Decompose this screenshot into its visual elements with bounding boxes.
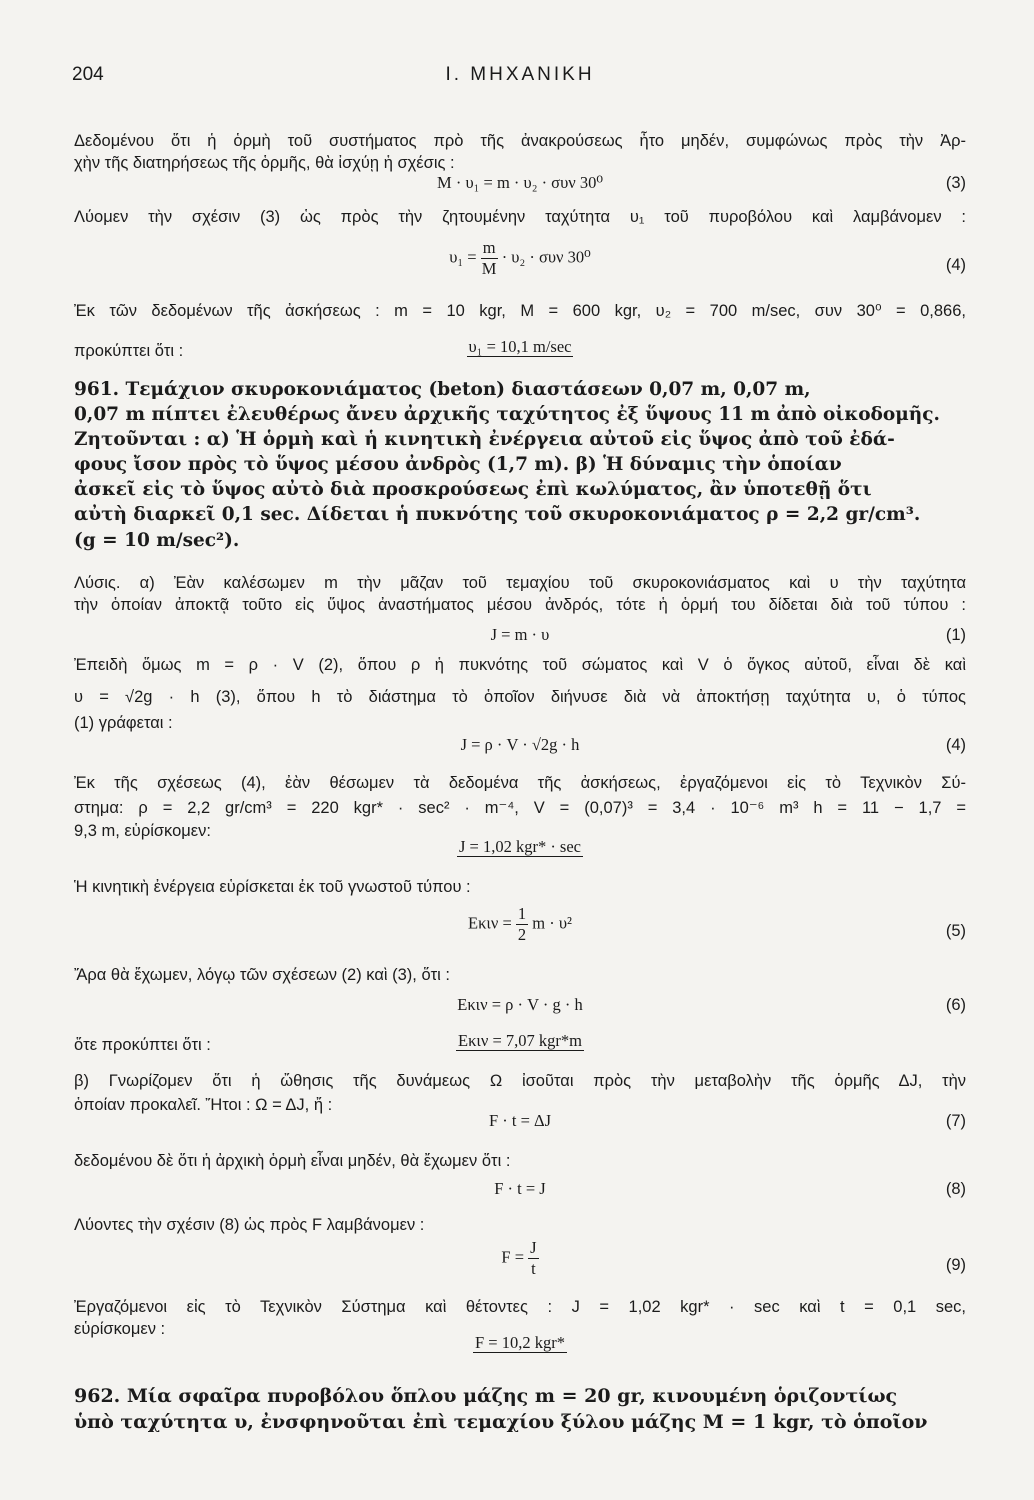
problem-961-line7: (g = 10 m/sec²). bbox=[74, 530, 240, 551]
solution-mass-line1: Ἐπειδὴ ὅμως m = ρ · V (2), ὅπου ρ ἡ πυκνότης τοῦ σώματος καὶ V ὁ ὄγκος αὐτοῦ, εἶναι δὲ καὶ bbox=[74, 656, 966, 674]
result-force-text: F = 10,2 kgr* bbox=[475, 1333, 565, 1352]
problem-961-line4: φους ἴσον πρὸς τὸ ὕψος μέσου ἀνδρὸς (1,7 m). β) Ἡ δύναμις τὴν ὁποίαν bbox=[74, 454, 842, 475]
solution-intro-line1: Λύσις. α) Ἐὰν καλέσωμεν m τὴν μᾶζαν τοῦ τεμαχίου τοῦ σκυροκονιάσματος καὶ υ τὴν ταχύτητα bbox=[74, 574, 966, 592]
solution-solve-8: Λύοντες τὴν σχέσιν (8) ὡς πρὸς F λαμβάνομεν : bbox=[74, 1216, 425, 1234]
chapter-title: Ι. ΜΗΧΑΝΙΚΗ bbox=[445, 64, 595, 85]
problem-961-line1: 961. Τεμάχιον σκυροκονιάματος (beton) διαστάσεων 0,07 m, 0,07 m, bbox=[74, 379, 811, 400]
paragraph-given-data: Ἐκ τῶν δεδομένων τῆς ἀσκήσεως : m = 10 kgr, M = 600 kgr, υ₂ = 700 m/sec, συν 30⁰ = 0,866, bbox=[74, 302, 966, 320]
equation-5-numerator: 1 bbox=[517, 904, 527, 923]
equation-3-number: (3) bbox=[945, 174, 966, 192]
problem-962-line1: 962. Μία σφαῖρα πυροβόλου ὅπλου μάζης m = 20 gr, κινουμένη ὁριζοντίως bbox=[74, 1385, 898, 1407]
equation-8-body: F · t = J bbox=[494, 1179, 546, 1198]
solution-technical-system-line1: Ἐργαζόμενοι εἰς τὸ Τεχνικὸν Σύστημα καὶ θέτοντες : J = 1,02 kgr* · sec καὶ t = 0,1 sec, bbox=[74, 1298, 966, 1316]
result-velocity bbox=[74, 334, 966, 360]
solution-intro-line2: τὴν ὁποίαν ἀποκτᾷ τοῦτο εἰς ὕψος ἀναστήματος μέσου ἀνδρός, τότε ἡ ὁρμή του δίδεται διὰ τοῦ τύπου : bbox=[74, 596, 966, 614]
equation-9-fraction bbox=[528, 1238, 538, 1279]
equation-7-number: (7) bbox=[945, 1112, 966, 1130]
equation-6 bbox=[74, 992, 966, 1018]
result-force bbox=[74, 1330, 966, 1356]
equation-4-left: υ₁ = bbox=[449, 247, 477, 267]
equation-4b-body: J = ρ · V · √2g · h bbox=[460, 735, 580, 754]
equation-9 bbox=[74, 1238, 966, 1294]
equation-4-denominator: M bbox=[481, 259, 497, 278]
equation-6-number: (6) bbox=[945, 996, 966, 1014]
equation-6-body: Eκιν = ρ · V · g · h bbox=[457, 995, 583, 1014]
equation-9-number: (9) bbox=[945, 1256, 966, 1274]
equation-8 bbox=[74, 1176, 966, 1202]
paragraph-solve-3: Λύομεν τὴν σχέσιν (3) ὡς πρὸς τὴν ζητουμένην ταχύτητα υ₁ τοῦ πυροβόλου καὶ λαμβάνομεν : bbox=[74, 208, 966, 226]
page-header bbox=[72, 64, 968, 92]
solution-mass-line2: υ = √2g · h (3), ὅπου h τὸ διάστημα τὸ ὁποῖον διήνυσε διὰ νὰ ἀποκτήσῃ ταχύτητα υ, ὁ τύπος bbox=[74, 688, 966, 706]
solution-initial-momentum: δεδομένου δὲ ὅτι ἡ ἀρχικὴ ὁρμὴ εἶναι μηδέν, θὰ ἔχωμεν ὅτι : bbox=[74, 1152, 511, 1170]
problem-961-line6: αὐτὴ διαρκεῖ 0,1 sec. Δίδεται ἡ πυκνότης τοῦ σκυροκονιάματος ρ = 2,2 gr/cm³. bbox=[74, 504, 921, 525]
equation-5-fraction bbox=[516, 904, 528, 945]
equation-9-denominator: t bbox=[531, 1259, 536, 1278]
equation-4-right: · υ₂ · συν 30⁰ bbox=[501, 247, 591, 267]
equation-5-number: (5) bbox=[945, 922, 966, 940]
equation-4b bbox=[74, 732, 966, 758]
result-momentum-text: J = 1,02 kgr* · sec bbox=[458, 837, 582, 856]
equation-3 bbox=[74, 170, 966, 196]
equation-4b-number: (4) bbox=[945, 736, 966, 754]
problem-962-line2: ὑπὸ ταχύτητα υ, ἐνσφηνοῦται ἐπὶ τεμαχίου ξύλου μάζης M = 1 kgr, τὸ ὁποῖον bbox=[74, 1411, 928, 1433]
paragraph-momentum-zero-line2: χὴν τῆς διατηρήσεως τῆς ὁρμῆς, θὰ ἰσχύῃ ἡ σχέσις : bbox=[74, 154, 455, 172]
paragraph-momentum-zero-line1: Δεδομένου ὅτι ἡ ὁρμὴ τοῦ συστήματος πρὸ τῆς ἀνακρούσεως ἦτο μηδέν, συμφώνως πρὸς τὴν Ἀρ- bbox=[74, 132, 966, 150]
solution-impulse-line2: ὁποίαν προκαλεῖ. Ἤτοι : Ω = ΔJ, ἤ : bbox=[74, 1096, 333, 1114]
solution-technical-system-line2: εὑρίσκομεν : bbox=[74, 1320, 166, 1338]
solution-impulse-line1: β) Γνωρίζομεν ὅτι ἡ ὤθησις τῆς δυνάμεως Ω ἰσοῦται πρὸς τὴν μεταβολὴν τῆς ὁρμῆς ΔJ, τὴν bbox=[74, 1072, 966, 1090]
solution-substitute-line1: Ἐκ τῆς σχέσεως (4), ἐὰν θέσωμεν τὰ δεδομένα τῆς ἀσκήσεως, ἐργαζόμενοι εἰς τὸ Τεχνικὸν Σύ- bbox=[74, 774, 966, 792]
equation-9-numerator: J bbox=[530, 1238, 537, 1257]
equation-7 bbox=[74, 1108, 966, 1134]
problem-961-line5: ἀσκεῖ εἰς τὸ ὕψος αὐτὸ διὰ προσκρούσεως ἐπὶ κωλύματος, ἂν ὑποτεθῇ ὅτι bbox=[74, 479, 872, 500]
equation-5-left: Eκιν = bbox=[468, 913, 512, 933]
equation-1 bbox=[74, 622, 966, 648]
problem-961-line2: 0,07 m πίπτει ἐλευθέρως ἄνευ ἀρχικῆς ταχύτητος ἐξ ὕψους 11 m ἀπὸ οἰκοδομῆς. bbox=[74, 404, 940, 425]
equation-5-denominator: 2 bbox=[517, 925, 527, 944]
result-velocity-text: υ₁ = 10,1 m/sec bbox=[468, 337, 572, 356]
result-momentum bbox=[74, 834, 966, 860]
solution-substitute-line2: στημα: ρ = 2,2 gr/cm³ = 220 kgr* · sec² · m⁻⁴, V = (0,07)³ = 3,4 · 10⁻⁶ m³ h = 11 − 1,7 = bbox=[74, 799, 966, 817]
solution-substitute-line3: 9,3 m, εὑρίσκομεν: bbox=[74, 822, 211, 840]
equation-4-number: (4) bbox=[945, 256, 966, 274]
paragraph-results-intro: προκύπτει ὅτι : bbox=[74, 342, 184, 360]
equation-1-body: J = m · υ bbox=[490, 625, 550, 644]
solution-mass-line3: (1) γράφεται : bbox=[74, 714, 173, 732]
result-kinetic-energy-text: Eκιν = 7,07 kgr*m bbox=[458, 1031, 582, 1050]
equation-7-body: F · t = ΔJ bbox=[488, 1111, 552, 1130]
equation-1-number: (1) bbox=[945, 626, 966, 644]
equation-4 bbox=[74, 238, 966, 294]
equation-9-left: F = bbox=[501, 1247, 525, 1267]
equation-4-fraction bbox=[481, 238, 498, 279]
solution-results-intro: ὅτε προκύπτει ὅτι : bbox=[74, 1036, 211, 1054]
equation-5 bbox=[74, 904, 966, 960]
problem-961-line3: Ζητοῦνται : α) Ἡ ὁρμὴ καὶ ἡ κινητικὴ ἐνέργεια αὐτοῦ εἰς ὕψος ἀπὸ τοῦ ἐδά- bbox=[74, 429, 895, 450]
equation-3-body: M · υ₁ = m · υ₂ · συν 30⁰ bbox=[437, 173, 603, 192]
equation-8-number: (8) bbox=[945, 1180, 966, 1198]
solution-kinetic-intro: Ἡ κινητικὴ ἐνέργεια εὑρίσκεται ἐκ τοῦ γνωστοῦ τύπου : bbox=[74, 878, 471, 896]
solution-relations-2-3: Ἄρα θὰ ἔχωμεν, λόγῳ τῶν σχέσεων (2) καὶ (3), ὅτι : bbox=[74, 966, 451, 984]
result-kinetic-energy bbox=[74, 1028, 966, 1054]
equation-4-numerator: m bbox=[482, 238, 496, 257]
page-number: 204 bbox=[72, 64, 104, 85]
equation-5-right: m · υ² bbox=[532, 913, 572, 933]
